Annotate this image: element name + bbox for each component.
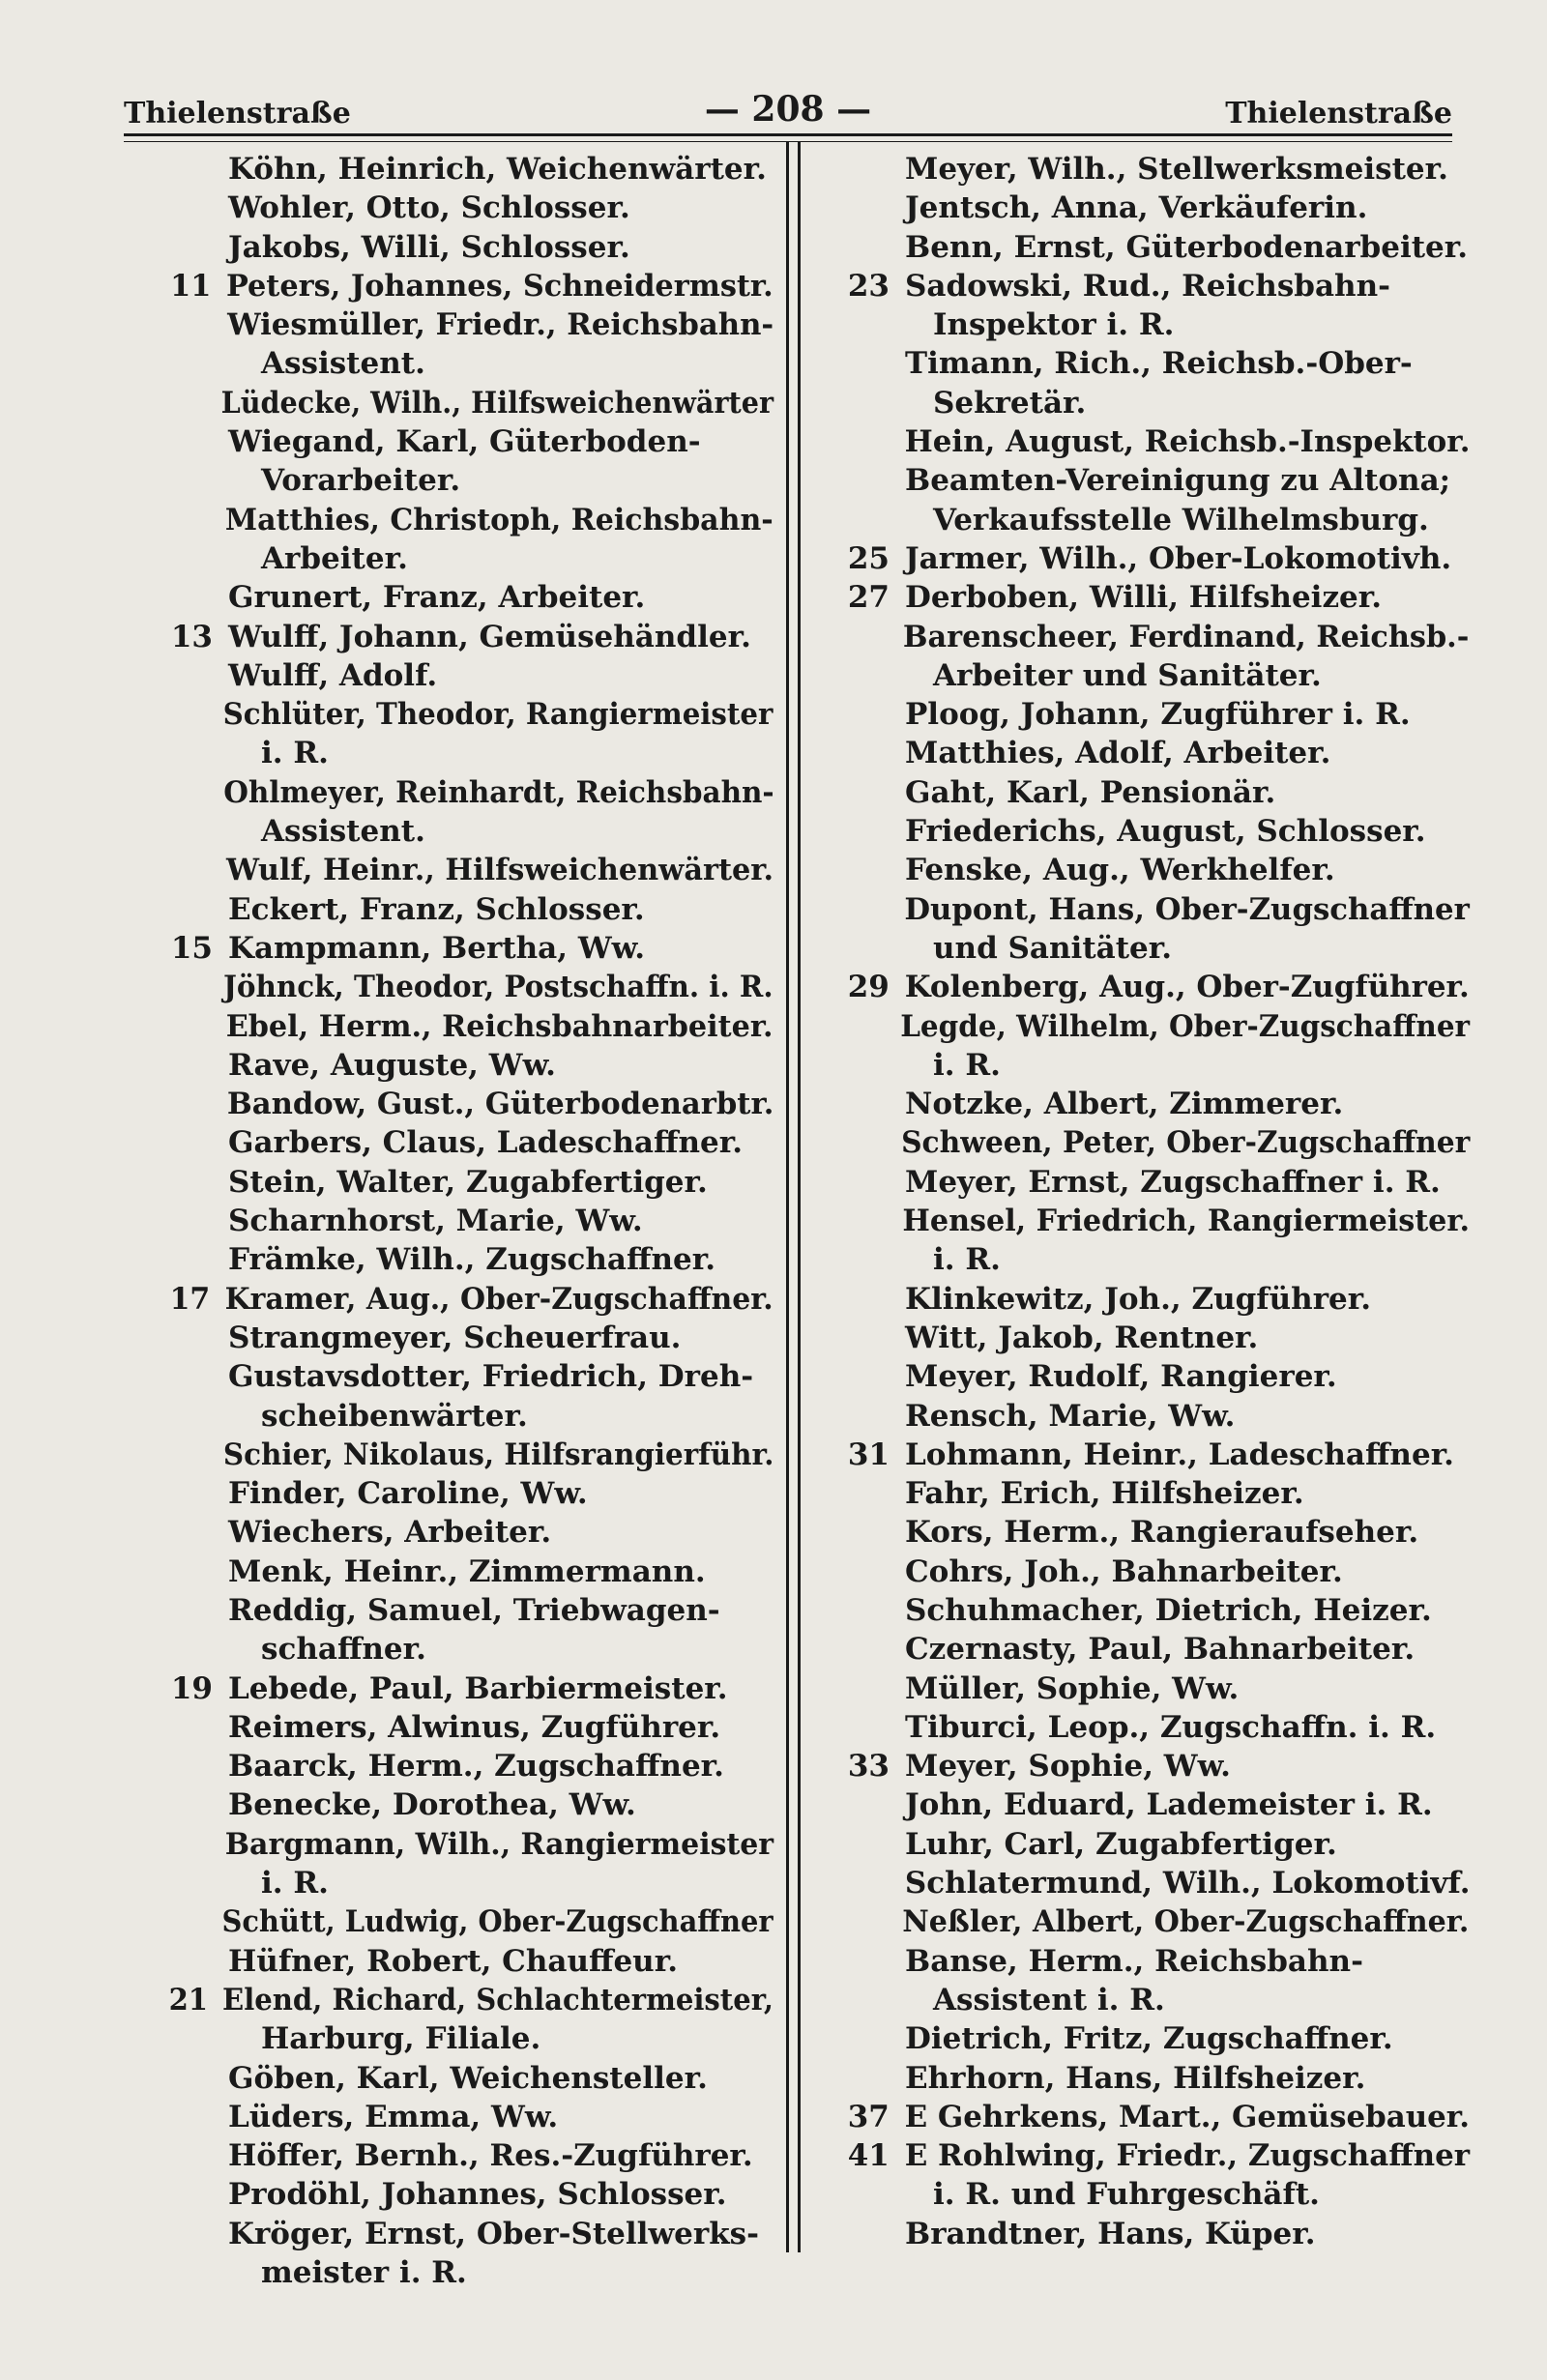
directory-entry-line bbox=[812, 1591, 1470, 1630]
entry-text: Verkaufsstelle Wilhelmsburg. bbox=[933, 502, 1429, 537]
entry-text: Ploog, Johann, Zugführer i. R. bbox=[905, 697, 1411, 733]
entry-text: meister i. R. bbox=[261, 2255, 467, 2291]
directory-entry-line bbox=[812, 539, 1470, 578]
directory-entry-line bbox=[812, 501, 1470, 539]
directory-entry-line bbox=[135, 1747, 774, 1785]
entry-text: Harburg, Filiale. bbox=[261, 2021, 541, 2057]
house-number: 11 bbox=[170, 268, 212, 304]
entry-text: i. R. bbox=[261, 736, 329, 771]
entry-text: Ehrhorn, Hans, Hilfsheizer. bbox=[905, 2060, 1366, 2096]
directory-entry-line bbox=[135, 1630, 774, 1669]
header-rule-thick bbox=[124, 133, 1452, 136]
entry-text: Lebede, Paul, Barbiermeister. bbox=[228, 1670, 728, 1706]
directory-entry-line bbox=[812, 656, 1470, 695]
entry-text: Tiburci, Leop., Zugschaffn. i. R. bbox=[905, 1709, 1437, 1745]
directory-entry-line bbox=[812, 384, 1470, 422]
directory-entry-line bbox=[812, 150, 1470, 189]
entry-text: i. R. und Fuhrgeschäft. bbox=[933, 2177, 1320, 2213]
directory-entry-line bbox=[812, 1708, 1470, 1747]
entry-text: Reimers, Alwinus, Zugführer. bbox=[228, 1709, 721, 1745]
directory-entry-line bbox=[135, 2253, 774, 2292]
entry-text: Arbeiter. bbox=[261, 540, 408, 576]
directory-entry-line bbox=[812, 1123, 1471, 1162]
directory-entry-line bbox=[135, 1007, 774, 1046]
directory-entry-line bbox=[135, 1825, 774, 1864]
entry-text: Meyer, Ernst, Zugschaffner i. R. bbox=[905, 1164, 1441, 1200]
entry-text: Dupont, Hans, Ober-Zugschaffner bbox=[904, 891, 1470, 927]
entry-text: Cohrs, Joh., Bahnarbeiter. bbox=[905, 1553, 1343, 1589]
entry-text: Luhr, Carl, Zugabfertiger. bbox=[905, 1826, 1337, 1862]
directory-entry-line bbox=[812, 305, 1470, 344]
directory-entry-line bbox=[812, 422, 1471, 461]
directory-entry-line bbox=[812, 2136, 1471, 2175]
directory-entry-line bbox=[812, 1202, 1470, 1240]
directory-entry-line bbox=[135, 812, 774, 851]
directory-entry-line bbox=[135, 1708, 774, 1747]
directory-entry-line bbox=[135, 656, 774, 695]
entry-text: Meyer, Rudolf, Rangierer. bbox=[905, 1359, 1337, 1395]
directory-entry-line bbox=[812, 189, 1470, 227]
entry-text: Inspektor i. R. bbox=[933, 307, 1175, 343]
entry-text: Rave, Auguste, Ww. bbox=[228, 1047, 556, 1083]
directory-entry-line bbox=[135, 1981, 774, 2019]
directory-entry-line bbox=[812, 851, 1470, 889]
entry-text: Sadowski, Rud., Reichsbahn- bbox=[905, 268, 1390, 304]
directory-entry-line bbox=[812, 929, 1470, 968]
directory-entry-line bbox=[135, 1280, 774, 1319]
directory-entry-line bbox=[135, 1085, 774, 1123]
entry-text: Ebel, Herm., Reichsbahnarbeiter. bbox=[225, 1008, 774, 1044]
directory-entry-line bbox=[812, 1240, 1470, 1279]
directory-entry-line bbox=[812, 2019, 1470, 2058]
entry-text: i. R. bbox=[261, 1866, 329, 1901]
entry-text: Dietrich, Fritz, Zugschaffner. bbox=[905, 2021, 1393, 2057]
directory-entry-line bbox=[135, 2136, 774, 2175]
entry-text: Kampmann, Bertha, Ww. bbox=[228, 930, 646, 966]
right-column bbox=[812, 150, 1470, 2253]
entry-text: i. R. bbox=[933, 1242, 1001, 1278]
directory-entry-line bbox=[135, 2215, 774, 2253]
entry-text: Bargmann, Wilh., Rangiermeister bbox=[224, 1826, 774, 1862]
directory-entry-line bbox=[135, 773, 774, 812]
entry-text: Matthies, Adolf, Arbeiter. bbox=[905, 736, 1331, 771]
entry-text: Strangmeyer, Scheuerfrau. bbox=[228, 1320, 682, 1355]
entry-text: Meyer, Wilh., Stellwerksmeister. bbox=[905, 152, 1448, 187]
directory-entry-line bbox=[135, 1553, 774, 1591]
entry-text: Höffer, Bernh., Res.-Zugführer. bbox=[228, 2138, 753, 2174]
house-number: 31 bbox=[847, 1437, 890, 1472]
entry-text: Grunert, Franz, Arbeiter. bbox=[228, 580, 646, 616]
entry-text: Wiegand, Karl, Güterboden- bbox=[228, 424, 701, 460]
entry-text: Fahr, Erich, Hilfsheizer. bbox=[905, 1476, 1304, 1512]
directory-entry-line bbox=[812, 1397, 1470, 1436]
entry-text: Främke, Wilh., Zugschaffner. bbox=[228, 1242, 715, 1278]
header-street-left: Thielenstraße bbox=[124, 97, 351, 131]
directory-entry-line bbox=[135, 150, 774, 189]
entry-text: Menk, Heinr., Zimmermann. bbox=[228, 1553, 706, 1589]
entry-text: Rensch, Marie, Ww. bbox=[905, 1398, 1236, 1434]
entry-text: Sekretär. bbox=[933, 385, 1087, 421]
entry-text: Lohmann, Heinr., Ladeschaffner. bbox=[905, 1437, 1454, 1472]
directory-entry-line bbox=[812, 2215, 1470, 2253]
entry-text: Gaht, Karl, Pensionär. bbox=[905, 774, 1276, 810]
directory-entry-line bbox=[135, 539, 774, 578]
entry-text: Arbeiter und Sanitäter. bbox=[933, 657, 1322, 693]
directory-entry-line bbox=[812, 1513, 1470, 1552]
house-number: 41 bbox=[847, 2138, 890, 2174]
entry-text: Barenscheer, Ferdinand, Reichsb.- bbox=[902, 619, 1470, 654]
entry-text: Jöhnck, Theodor, Postschaffn. i. R. bbox=[223, 970, 774, 1005]
entry-text: Wulff, Johann, Gemüsehändler. bbox=[228, 619, 751, 654]
directory-entry-line bbox=[812, 1474, 1470, 1513]
house-number: 37 bbox=[847, 2099, 890, 2134]
directory-entry-line bbox=[135, 461, 774, 500]
directory-entry-line bbox=[812, 1902, 1470, 1941]
directory-entry-line bbox=[812, 1163, 1470, 1202]
entry-text: schaffner. bbox=[261, 1632, 426, 1668]
entry-text: Prodöhl, Johannes, Schlosser. bbox=[228, 2177, 727, 2213]
entry-text: Jentsch, Anna, Verkäuferin. bbox=[905, 190, 1368, 226]
entry-text: Schuhmacher, Dietrich, Heizer. bbox=[905, 1592, 1432, 1628]
directory-entry-line bbox=[135, 228, 774, 267]
directory-entry-line bbox=[812, 812, 1470, 851]
directory-entry-line bbox=[135, 501, 774, 539]
entry-text: Assistent i. R. bbox=[933, 1982, 1165, 2017]
directory-entry-line bbox=[135, 1319, 774, 1357]
directory-entry-line bbox=[135, 2019, 774, 2058]
entry-text: Notzke, Albert, Zimmerer. bbox=[905, 1087, 1344, 1122]
directory-entry-line bbox=[812, 267, 1470, 305]
column-divider-left bbox=[786, 141, 789, 2252]
entry-text: Kröger, Ernst, Ober-Stellwerks- bbox=[228, 2216, 759, 2251]
entry-text: Reddig, Samuel, Triebwagen- bbox=[228, 1592, 720, 1628]
entry-text: Benn, Ernst, Güterbodenarbeiter. bbox=[905, 229, 1469, 265]
entry-text: Wulff, Adolf. bbox=[228, 657, 438, 693]
left-column bbox=[135, 150, 774, 2292]
directory-entry-line bbox=[812, 1825, 1470, 1864]
directory-entry-line bbox=[812, 1553, 1470, 1591]
entry-text: Garbers, Claus, Ladeschaffner. bbox=[228, 1125, 743, 1161]
directory-entry-line bbox=[135, 1357, 774, 1396]
page-number: — 208 — bbox=[704, 89, 872, 130]
directory-entry-line bbox=[135, 305, 774, 344]
entry-text: John, Eduard, Lademeister i. R. bbox=[905, 1787, 1433, 1823]
directory-entry-line bbox=[135, 1785, 774, 1824]
entry-text: Eckert, Franz, Schlosser. bbox=[228, 891, 645, 927]
entry-text: Bandow, Gust., Güterbodenarbtr. bbox=[226, 1087, 774, 1122]
directory-entry-line bbox=[135, 1591, 774, 1630]
entry-text: Czernasty, Paul, Bahnarbeiter. bbox=[905, 1632, 1416, 1668]
entry-text: Vorarbeiter. bbox=[261, 463, 461, 499]
directory-entry-line bbox=[135, 2175, 774, 2214]
house-number: 15 bbox=[170, 930, 213, 966]
entry-text: Matthies, Christoph, Reichsbahn- bbox=[224, 502, 774, 537]
directory-entry-line bbox=[135, 1669, 774, 1708]
directory-entry-line bbox=[812, 1669, 1470, 1708]
directory-entry-line bbox=[135, 929, 774, 968]
entry-text: Ohlmeyer, Reinhardt, Reichsbahn- bbox=[223, 774, 774, 810]
directory-entry-line bbox=[812, 1007, 1471, 1046]
house-number: 33 bbox=[847, 1749, 890, 1785]
directory-entry-line bbox=[812, 461, 1470, 500]
entry-text: Stein, Walter, Zugabfertiger. bbox=[228, 1164, 708, 1200]
entry-text: Schlüter, Theodor, Rangiermeister bbox=[222, 697, 774, 733]
directory-entry-line bbox=[135, 384, 774, 422]
entry-text: Müller, Sophie, Ww. bbox=[905, 1670, 1240, 1706]
entry-text: Fenske, Aug., Werkhelfer. bbox=[905, 853, 1335, 888]
entry-text: Schier, Nikolaus, Hilfsrangierführ. bbox=[222, 1437, 774, 1472]
directory-entry-line bbox=[812, 1864, 1469, 1902]
directory-entry-line bbox=[135, 1864, 774, 1902]
entry-text: Brandtner, Hans, Küper. bbox=[905, 2216, 1316, 2251]
directory-entry-line bbox=[812, 1046, 1470, 1085]
directory-entry-line bbox=[135, 1397, 774, 1436]
entry-text: Schlatermund, Wilh., Lokomotivf. bbox=[904, 1866, 1471, 1901]
entry-text: und Sanitäter. bbox=[933, 930, 1173, 966]
directory-entry-line bbox=[812, 1319, 1470, 1357]
directory-entry-line bbox=[135, 968, 774, 1006]
entry-text: scheibenwärter. bbox=[261, 1398, 528, 1434]
directory-entry-line bbox=[135, 618, 774, 656]
house-number: 21 bbox=[168, 1982, 209, 2017]
directory-entry-line bbox=[812, 1747, 1470, 1785]
entry-text: Jakobs, Willi, Schlosser. bbox=[228, 229, 630, 265]
directory-entry-line bbox=[135, 578, 774, 617]
entry-text: Kors, Herm., Rangieraufseher. bbox=[905, 1515, 1419, 1551]
entry-text: Assistent. bbox=[261, 346, 425, 382]
entry-text: Meyer, Sophie, Ww. bbox=[905, 1749, 1231, 1785]
directory-entry-line bbox=[135, 1942, 774, 1981]
directory-entry-line bbox=[812, 618, 1470, 656]
directory-entry-line bbox=[812, 2175, 1470, 2214]
directory-entry-line bbox=[812, 578, 1470, 617]
entry-text: Gustavsdotter, Friedrich, Dreh- bbox=[228, 1359, 754, 1395]
entry-text: Witt, Jakob, Rentner. bbox=[905, 1320, 1259, 1355]
entry-text: E Rohlwing, Friedr., Zugschaffner bbox=[904, 2138, 1471, 2174]
entry-text: Wohler, Otto, Schlosser. bbox=[228, 190, 630, 226]
directory-entry-line bbox=[812, 1085, 1470, 1123]
column-divider-right bbox=[798, 141, 801, 2252]
entry-text: Göben, Karl, Weichensteller. bbox=[228, 2060, 708, 2096]
entry-text: Hein, August, Reichsb.-Inspektor. bbox=[904, 424, 1471, 460]
entry-text: Scharnhorst, Marie, Ww. bbox=[228, 1204, 643, 1239]
directory-entry-line bbox=[812, 1942, 1470, 1981]
entry-text: Klinkewitz, Joh., Zugführer. bbox=[905, 1281, 1372, 1317]
entry-text: Peters, Johannes, Schneidermstr. bbox=[225, 268, 774, 304]
directory-entry-line bbox=[135, 734, 774, 772]
directory-entry-line bbox=[135, 1123, 774, 1162]
directory-entry-line bbox=[812, 1981, 1470, 2019]
directory-entry-line bbox=[135, 1902, 774, 1941]
directory-entry-line bbox=[135, 1436, 774, 1474]
entry-text: Lüdecke, Wilh., Hilfsweichenwärter bbox=[220, 385, 774, 421]
house-number: 19 bbox=[170, 1670, 213, 1706]
house-number: 25 bbox=[847, 540, 890, 576]
directory-entry-line bbox=[812, 890, 1470, 929]
directory-entry-line bbox=[135, 695, 774, 734]
directory-entry-line bbox=[135, 1474, 774, 1513]
entry-text: Timann, Rich., Reichsb.-Ober- bbox=[905, 346, 1413, 382]
entry-text: Lüders, Emma, Ww. bbox=[228, 2099, 559, 2134]
directory-entry-line bbox=[812, 1436, 1470, 1474]
directory-entry-line bbox=[135, 344, 774, 383]
directory-entry-line bbox=[812, 2098, 1470, 2136]
entry-text: Kolenberg, Aug., Ober-Zugführer. bbox=[904, 970, 1470, 1005]
entry-text: Beamten-Vereinigung zu Altona; bbox=[905, 463, 1451, 499]
entry-text: Baarck, Herm., Zugschaffner. bbox=[228, 1749, 724, 1785]
directory-entry-line bbox=[135, 2059, 774, 2098]
directory-entry-line bbox=[135, 1046, 774, 1085]
entry-text: Benecke, Dorothea, Ww. bbox=[228, 1787, 636, 1823]
entry-text: Köhn, Heinrich, Weichenwärter. bbox=[228, 152, 767, 187]
directory-entry-line bbox=[135, 1513, 774, 1552]
entry-text: Neßler, Albert, Ober-Zugschaffner. bbox=[902, 1904, 1470, 1940]
directory-entry-line bbox=[135, 2098, 774, 2136]
header-street-right: Thielenstraße bbox=[1225, 97, 1452, 131]
directory-entry-line bbox=[135, 1202, 774, 1240]
entry-text: Legde, Wilhelm, Ober-Zugschaffner bbox=[900, 1008, 1471, 1044]
entry-text: Banse, Herm., Reichsbahn- bbox=[905, 1943, 1363, 1979]
house-number: 27 bbox=[847, 580, 890, 616]
directory-entry-line bbox=[812, 1280, 1470, 1319]
entry-text: Wiesmüller, Friedr., Reichsbahn- bbox=[227, 307, 774, 343]
entry-text: Friederichs, August, Schlosser. bbox=[905, 814, 1426, 850]
directory-entry-line bbox=[135, 267, 774, 305]
directory-entry-line bbox=[812, 734, 1470, 772]
directory-entry-line bbox=[135, 890, 774, 929]
entry-text: Wulf, Heinr., Hilfsweichenwärter. bbox=[225, 853, 774, 888]
directory-entry-line bbox=[812, 344, 1470, 383]
directory-entry-line bbox=[812, 773, 1470, 812]
entry-text: Finder, Caroline, Ww. bbox=[228, 1476, 588, 1512]
directory-entry-line bbox=[812, 228, 1470, 267]
directory-entry-line bbox=[135, 422, 774, 461]
entry-text: Hensel, Friedrich, Rangiermeister. bbox=[902, 1204, 1470, 1239]
directory-entry-line bbox=[135, 189, 774, 227]
directory-entry-line bbox=[812, 1630, 1470, 1669]
house-number: 13 bbox=[170, 619, 213, 654]
entry-text: Kramer, Aug., Ober-Zugschaffner. bbox=[224, 1281, 774, 1317]
entry-text: Elend, Richard, Schlachtermeister, bbox=[222, 1982, 774, 2017]
entry-text: Schütt, Ludwig, Ober-Zugschaffner bbox=[221, 1904, 774, 1940]
directory-entry-line bbox=[812, 2059, 1470, 2098]
directory-entry-line bbox=[812, 695, 1470, 734]
entry-text: Jarmer, Wilh., Ober-Lokomotivh. bbox=[905, 540, 1452, 576]
house-number: 29 bbox=[847, 970, 890, 1005]
entry-text: Derboben, Willi, Hilfsheizer. bbox=[905, 580, 1383, 616]
directory-entry-line bbox=[135, 1240, 774, 1279]
entry-text: i. R. bbox=[933, 1047, 1001, 1083]
house-number: 23 bbox=[847, 268, 890, 304]
entry-text: Assistent. bbox=[261, 814, 425, 850]
directory-entry-line bbox=[812, 1785, 1470, 1824]
entry-text: Schween, Peter, Ober-Zugschaffner bbox=[901, 1125, 1471, 1161]
page-header bbox=[124, 87, 1452, 145]
entry-text: E Gehrkens, Mart., Gemüsebauer. bbox=[904, 2099, 1470, 2134]
entry-text: Hüfner, Robert, Chauffeur. bbox=[228, 1943, 678, 1979]
directory-entry-line bbox=[135, 851, 774, 889]
entry-text: Wiechers, Arbeiter. bbox=[228, 1515, 552, 1551]
directory-entry-line bbox=[812, 1357, 1470, 1396]
house-number: 17 bbox=[169, 1281, 211, 1317]
directory-entry-line bbox=[135, 1163, 774, 1202]
directory-entry-line bbox=[812, 968, 1468, 1006]
